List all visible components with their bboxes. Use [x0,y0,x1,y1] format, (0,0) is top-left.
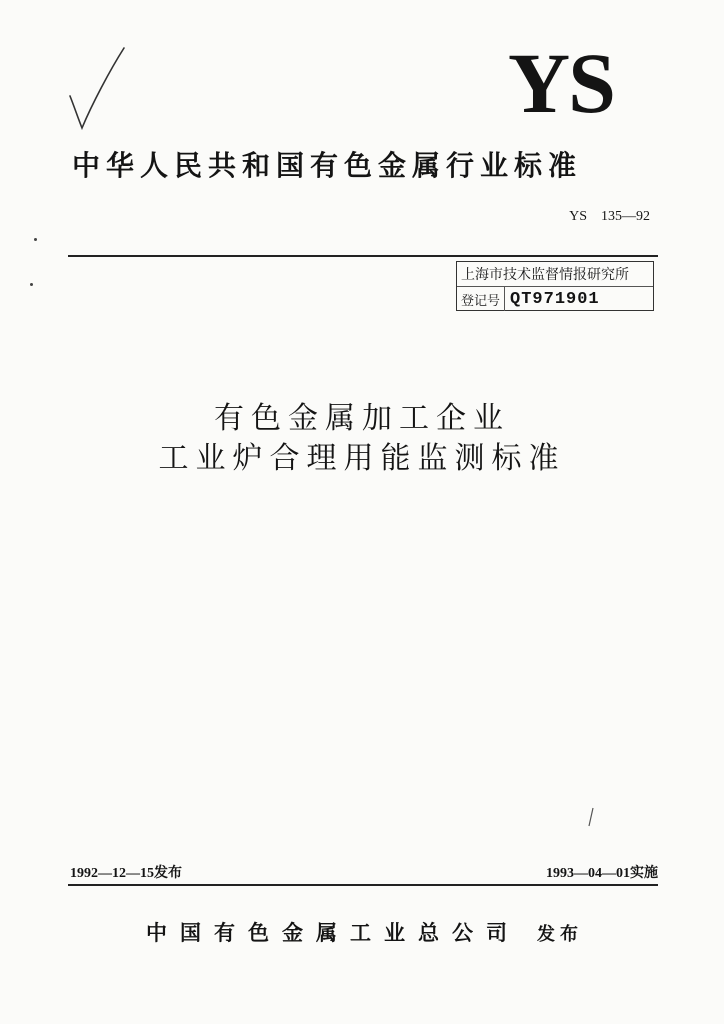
ys-logo: YS [508,35,614,131]
scan-speck [34,238,37,241]
pen-mark [586,806,596,828]
stamp-label: 登记号 [457,287,505,311]
header-divider [68,255,658,257]
organization-title: 中华人民共和国有色金属行业标准 [72,149,583,182]
effective-date: 1993—04—01实施 [546,866,658,881]
issuing-authority: 中国有色金属工业总公司 [146,921,520,945]
stamp-registration-number: QT971901 [510,289,600,309]
issue-date: 1992—12—15发布 [70,866,182,881]
footer-divider [68,884,658,886]
publish-label: 发布 [537,924,583,945]
handwritten-checkmark [62,44,132,134]
document-title-line-2: 工业炉合理用能监测标准 [158,441,566,476]
stamp-institute: 上海市技术监督情报研究所 [461,267,629,283]
document-title-line-1: 有色金属加工企业 [214,401,510,436]
registration-stamp [456,261,654,311]
standard-number: YS 135—92 [569,209,650,224]
scan-speck [30,283,33,286]
